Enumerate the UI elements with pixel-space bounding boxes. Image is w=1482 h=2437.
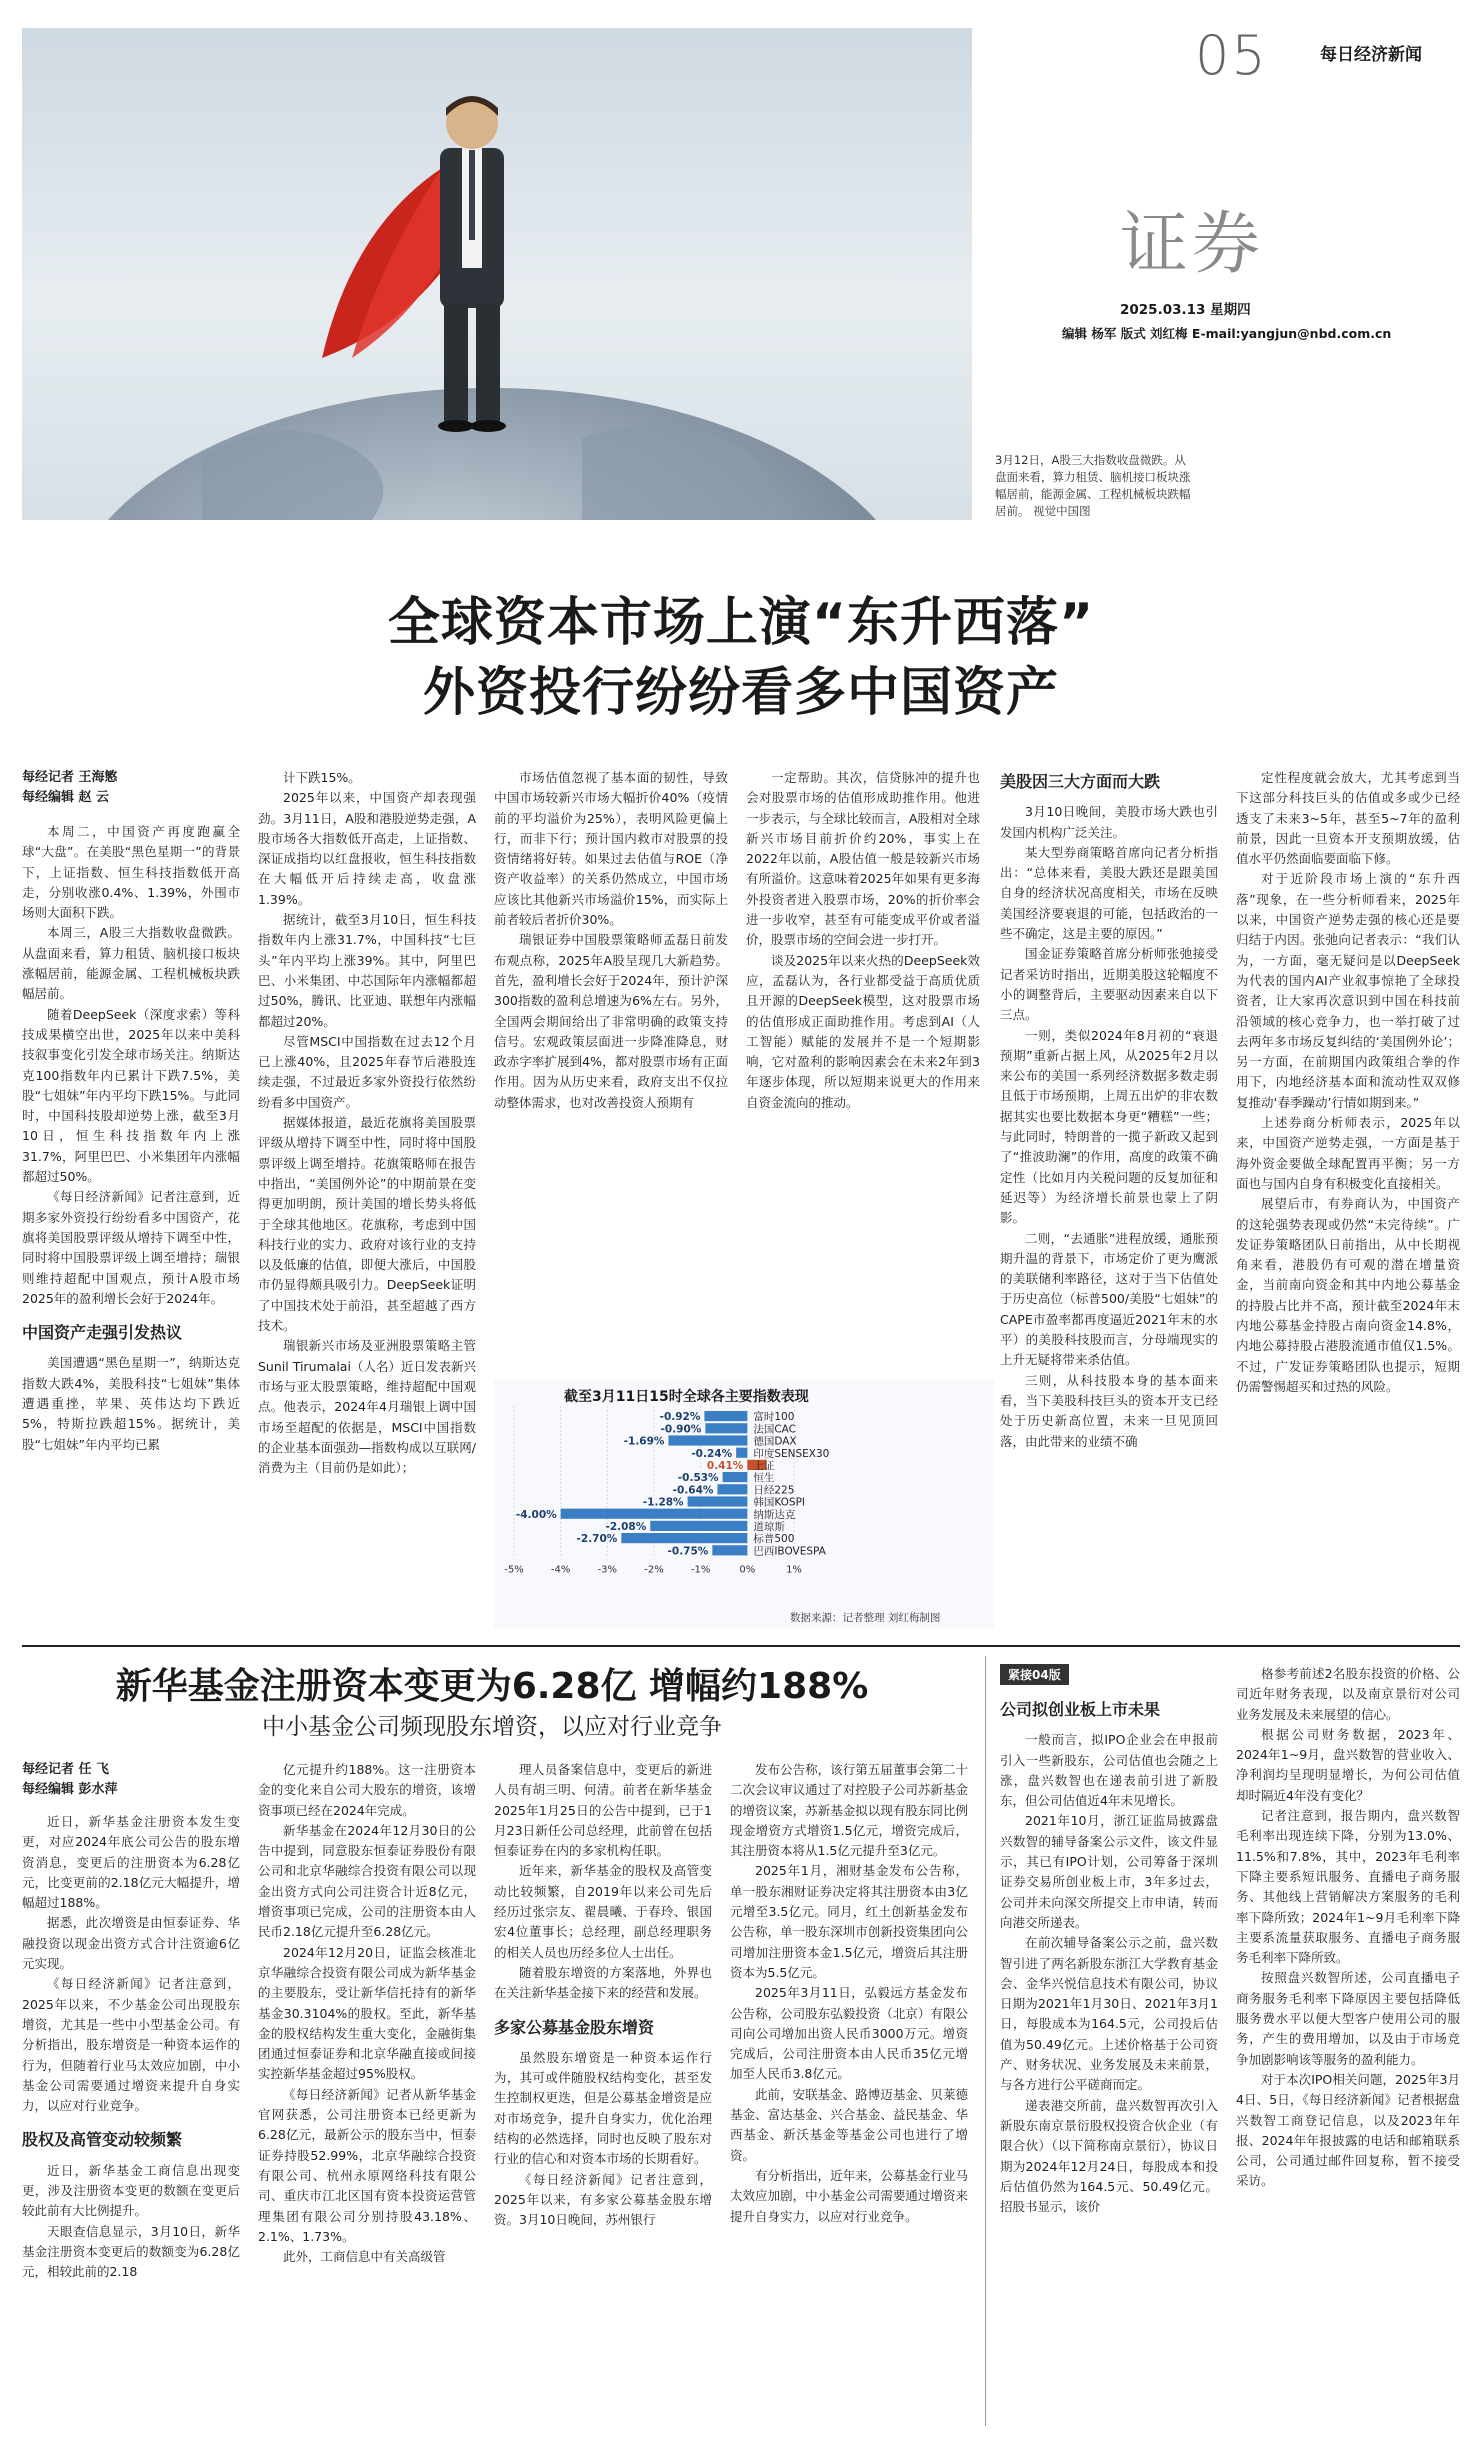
main-col4-paragraphs [746,768,980,1113]
chart-bar [688,1496,748,1506]
chart-bar [717,1484,747,1494]
index-performance-chart [494,1380,994,1628]
paragraph: 三则，从科技股本身的基本面来看，当下美股科技巨头的资本开支已经处于历史新高位置，未来一旦见顶回落，由此带来的业绩不确 [1000,1372,1218,1449]
main-column-4 [746,768,980,1368]
main-col3-paragraphs [494,768,728,1113]
chart-category-label: 法国CAC [753,1423,797,1436]
paragraph: 《每日经济新闻》记者从新华基金官网获悉，公司注册资本已经更新为6.28亿元，最新公示的股东当中，恒泰证券持股52.99%，北京华融综合投资有限公司、杭州永原网络科技有限公司、重庆市江北区国有资本投资运营管理集团有限公司分别持股43.18%、2.1%、1.73%。 [258,2086,476,2244]
main-column-6 [1236,768,1460,1638]
paragraph: 对于本次IPO相关问题，2025年3月4日、5日，《每日经济新闻》记者根据盘兴数智工商登记信息，以及2023年年报、2024年年报披露的电话和邮箱联系公司，公司通过邮件回复称，暂不接受采访。 [1236,2071,1460,2189]
paragraph: 据悉，此次增资是由恒泰证券、华融投资以现金出资方式合计注资逾6亿元实现。 [22,1915,240,1972]
chart-category-label: 纳斯达克 [753,1508,796,1521]
paragraph: 记者注意到，报告期内，盘兴数智毛利率出现连续下降，分别为13.0%、11.5%和7.8%，其中，2023年毛利率下降主要系短讯服务、直播电子商务服务、其他线上营销解决方案服务的毛利率下降所致；2024年1~9月毛利率下降主要系流量获取服务、直播电子商务服务毛利率下降所致。 [1236,1808,1460,1966]
paragraph: 有分析指出，近年来，公募基金行业马太效应加剧，中小基金公司需要通过增资来提升自身实力，以应对行业竞争。 [730,2167,968,2224]
bottom-column-4 [730,1760,968,2430]
main-col1-paragraphs [22,822,240,1309]
subhead-fund-capital: 多家公募基金股东增资 [494,2017,655,2037]
paragraph: 递表港交所前，盘兴数智再次引入新股东南京景衍股权投资合伙企业（有限合伙）（以下简称南京景衍），协议日期为2024年12月24日，每股成本和投后估值仍然为164.5元、50.49亿元。招股书显示，该价 [1000,2097,1218,2215]
chart-title: 截至3月11日15时全球各主要指数表现 [564,1389,809,1405]
chart-x-tick: -2% [644,1564,664,1576]
paper-name: 每日经济新闻 [1320,45,1422,65]
bottom-col1-after [22,2161,240,2283]
chart-category-label: 富时100 [753,1411,795,1424]
paragraph: 对于近阶段市场上演的“东升西落”现象，在一些分析师看来，2025年以来，中国资产逆势走强的核心还是要归结于内因。张弛向记者表示：“我们认为，一方面，毫无疑问是以DeepSeek为代表的国内AI产业叙事惊艳了全球投资者，让大家再次意识到中国在科技前沿领域的核心竞争力，也一举打破了过去两年多市场反复纠结的‘美国例外论’；另一方面，在前期国内政策组合拳的作用下，内地经济基本面和流动性双双修复推动‘春季躁动’行情如期到来。” [1236,871,1460,1110]
column-divider [985,1656,986,2426]
bottom-headline: 新华基金注册资本变更为6.28亿 增幅约188% [115,1666,869,1707]
chart-value-label: 0.41% [706,1460,744,1472]
chart-x-tick: 0% [739,1564,756,1576]
chart-x-tick: -5% [504,1564,524,1576]
paragraph: 天眼查信息显示，3月10日，新华基金注册资本变更后的数额变为6.28亿元，相较此前的2.18 [22,2223,240,2280]
chart-value-label: -0.92% [659,1411,701,1424]
chart-bar [704,1411,747,1421]
paragraph: 一般而言，拟IPO企业会在申报前引入一些新股东，公司估值也会随之上涨，盘兴数智也在递表前引进了新股东，但公司估值近4年未见增长。 [1000,1732,1218,1809]
main-col2-paragraphs [258,768,476,1478]
bottom-byline-reporter: 每经记者 任 飞 [22,1762,110,1777]
side-headline: 公司拟创业板上市未果 [1000,1700,1161,1719]
paragraph: 此外，工商信息中有关高级管 [283,2249,446,2265]
main-column-3 [494,768,728,1368]
paragraph: 一定帮助。其次，信贷脉冲的提升也会对股票市场的估值形成助推作用。他进一步表示，与全球比较而言，A股相对全球新兴市场目前折价约20%，事实上在2022年以前，A股估值一般是较新兴市场有所溢价。这意味着2025年如果有更多海外投资者进入股票市场，20%的折价率会进一步收窄，甚至有可能变成平价或者溢价，股票市场的空间会进一步打开。 [746,770,980,948]
photo-caption: 3月12日，A股三大指数收盘微跌。从盘面来看，算力租赁、脑机接口板块涨幅居前，能源金属、工程机械板块跌幅居前。 视觉中国图 [995,453,1191,518]
bottom-byline-editor: 每经编辑 彭水萍 [22,1782,118,1797]
paragraph: 国金证券策略首席分析师张弛接受记者采访时指出，近期美股这轮幅度不小的调整背后，主要驱动因素来自以下三点。 [1000,946,1218,1023]
bottom-column-3 [494,1760,712,2430]
chart-value-label: -1.69% [623,1435,665,1448]
chart-bar [723,1472,748,1482]
chart-category-label: 恒生 [753,1472,775,1485]
side-column-2 [1236,1664,1460,2430]
paragraph: 2024年12月20日，证监会核准北京华融综合投资有限公司成为新华基金的主要股东，受让新华信托持有的新华基金30.3104%的股权。至此，新华基金的股权结构发生重大变化，金融街集团通过恒泰证券和北京华融直接或间接实控新华基金超过95%股权。 [258,1944,476,2082]
chart-bar [712,1545,747,1555]
main-col5-paragraphs [1000,802,1218,1452]
paragraph: 理人员备案信息中，变更后的新进人员有胡三明、何清。前者在新华基金2025年1月25日的公告中提到，已于1月23日新任公司总经理，此前曾在包括恒泰证券在内的多家机构任职。 [494,1762,712,1859]
side-col1-paragraphs [1000,1730,1218,2217]
side-column-1 [1000,1700,1218,2430]
paragraph: 新华基金在2024年12月30日的公告中提到，同意股东恒泰证券股份有限公司和北京华融综合投资有限公司以现金出资方式向公司注资合计近8亿元，增资事项已完成，公司的注册资本由人民币2.18亿元提升至6.28亿元。 [258,1822,476,1940]
chart-bar [705,1423,747,1433]
chart-category-label: 德国DAX [753,1435,797,1448]
chart-category-label: 日经225 [753,1484,795,1497]
chart-value-label: -2.08% [605,1521,647,1533]
paragraph: 3月10日晚间，美股市场大跌也引发国内机构广泛关注。 [1000,804,1218,840]
bottom-subheadline: 中小基金公司频现股东增资，以应对行业竞争 [262,1714,722,1740]
paragraph: 本周三，A股三大指数收盘微跌。从盘面来看，算力租赁、脑机接口板块涨幅居前，能源金属、工程机械板块跌幅居前。 [22,925,240,1002]
subhead-equity-changes: 股权及高管变动较频繁 [22,2130,183,2150]
paragraph: 发布公告称，该行第五届董事会第二十二次会议审议通过了对控股子公司苏新基金的增资议案，苏新基金拟以现有股东同比例现金增资方式增资1.5亿元，增资完成后，其注册资本将从1.5亿元提升至3亿元。 [730,1762,968,1859]
chart-x-tick: -1% [690,1564,711,1576]
subhead-china-assets: 中国资产走强引发热议 [22,1323,183,1343]
chart-x-tick: -4% [550,1564,571,1576]
bottom-col1-paragraphs [22,1812,240,2116]
chart-bar [668,1435,747,1445]
main-column-1 [22,768,240,1638]
chart-value-label: -0.64% [672,1484,714,1497]
paragraph: 美国遭遇“黑色星期一”，纳斯达克指数大跌4%，美股科技“七姐妹”集体遭遇重挫，苹果、英伟达均下跌近5%，特斯拉跌超15%。据统计，美股“七姐妹”年内平均已累 [22,1355,240,1452]
paragraph: 按照盘兴数智所述，公司直播电子商务服务毛利率下降原因主要包括降低服务费水平以便大型客户使用公司的服务，产生的费用增加，以及由于市场竞争加剧影响该等服务的盈利能力。 [1236,1970,1460,2067]
paragraph: 某大型券商策略首席向记者分析指出：“总体来看，美股大跌还是跟美国自身的经济状况高度相关，市场在反映美国经济要衰退的可能，包括政治的一些不确定，这是主要的原因。” [1000,844,1218,942]
main-headline-line1: 全球资本市场上演“东升西落” [387,593,1095,653]
businessman-on-globe-illustration [22,28,972,520]
chart-category-label: 标普500 [753,1533,795,1546]
chart-value-label: -0.24% [691,1447,733,1460]
paragraph: 尽管MSCI中国指数在过去12个月已上涨40%，且2025年春节后港股连续走强，不过最近多家外资投行依然纷纷看多中国资产。 [258,1033,476,1110]
chart-category-label: 道琼斯 [753,1521,785,1533]
paragraph: 2025年3月11日，弘毅远方基金发布公告称，公司股东弘毅投资（北京）有限公司向公司增加出资人民币3000万元。增资完成后，公司注册资本由人民币35亿元增加至人民币3.8亿元。 [730,1985,968,2082]
bottom-col3-paragraphs [494,1760,712,2004]
chart-category-label: 巴西IBOVESPA [753,1545,826,1558]
chart-canvas [494,1380,994,1610]
paragraph: 近日，新华基金工商信息出现变更，涉及注册资本变更的数额在变更后较此前有大比例提升。 [22,2162,240,2219]
paragraph: 市场估值忽视了基本面的韧性，导致中国市场较新兴市场大幅折价40%（疫情前的平均溢价为25%），表明风险更偏上行，而非下行；预计国内救市对股票的投资情绪将好转。如果过去估值与ROE（净资产收益率）的关系仍然成立，中国市场应该比其他新兴市场溢价15%，而实际上前者较后者折价30%。 [494,770,728,928]
paragraph: 在前次辅导备案公示之前，盘兴数智引进了两名新股东浙江大学教育基金会、金华兴悦信息技术有限公司，协议日期为2021年1月30日、2021年3月1日，每股成本为164.5元，公司投后估值为50.49亿元。上述价格基于公司资产、财务状况、业务发展及未来前景，与各方进行公平磋商而定。 [1000,1935,1218,2093]
chart-value-label: -0.53% [677,1472,719,1485]
main-column-5 [1000,768,1218,1638]
byline-reporter: 每经记者 王海慜 [22,770,118,785]
paragraph: 2025年以来，中国资产却表现强劲。3月11日，A股和港股逆势走强，A股市场各大指数低开高走，上证指数、深证成指均以红盘报收，恒生科技指数在大幅低开后持续走高，收盘涨1.39%。 [258,790,476,907]
paragraph: 亿元提升约188%。这一注册资本金的变化来自公司大股东的增资，该增资事项已经在2024年完成。 [258,1762,476,1818]
chart-value-label: -0.75% [667,1545,709,1558]
paragraph: 《每日经济新闻》记者注意到，近期多家外资投行纷纷看多中国资产，花旗将美国股票评级从增持下调至中性，同时将中国股票评级上调至增持；瑞银则维持超配中国观点，预计A股市场2025年的盈利增长会好于2024年。 [22,1189,240,1306]
chart-value-label: -4.00% [515,1508,557,1521]
paragraph: 《每日经济新闻》记者注意到，2025年以来，有多家公募基金股东增资。3月10日晚间，苏州银行 [494,2171,712,2228]
paragraph: 近年来，新华基金的股权及高管变动比较频繁，自2019年以来公司先后经历过张宗友、翟晨曦、于春玲、银国宏4位董事长；总经理，副总经理职务的相关人员也历经多位人士出任。 [494,1863,712,1960]
paragraph: 近日，新华基金注册资本发生变更，对应2024年底公司公告的股东增资消息，变更后的注册资本为6.28亿元，比变更前的2.18亿元大幅提升，增幅超过188%。 [22,1814,240,1911]
chart-x-tick: -3% [597,1564,618,1576]
paragraph: 计下跌15%。 [283,770,361,785]
main-col1-after [22,1353,240,1454]
editor-line: 编辑 杨军 版式 刘红梅 E-mail:yangjun@nbd.com.cn [1062,326,1392,341]
chart-value-label: -2.70% [576,1533,618,1546]
bottom-column-2 [258,1760,476,2430]
chart-value-label: -1.28% [642,1496,684,1509]
paragraph: 据媒体报道，最近花旗将美国股票评级从增持下调至中性，同时将中国股票评级上调至增持。花旗策略师在报告中指出，“美国例外论”的中期前景在变得更加明朗，预计美国的增长势头将低于全球其他地区。花旗称，考虑到中国科技行业的实力、政府对该行业的支持以及低廉的估值，即便大涨后，中国股市仍显得颇具吸引力。DeepSeek证明了中国技术处于前沿，甚至超越了西方技术。 [258,1115,476,1334]
chart-value-label: -0.90% [660,1423,702,1436]
subhead-us-stocks: 美股因三大方面而大跌 [1000,772,1161,791]
main-column-2 [258,768,476,1638]
paragraph: 随着股东增资的方案落地，外界也在关注新华基金接下来的经营和发展。 [494,1964,712,2001]
section-title: 证券 [1120,205,1265,284]
paragraph: 格参考前述2名股东投资的价格、公司近年财务表现，以及南京景衍对公司业务发展及未来展望的信心。 [1236,1666,1460,1722]
paragraph: 本周二，中国资产再度跑赢全球“大盘”。在美股“黑色星期一”的背景下，上证指数、恒生科技指数低开高走，分别收涨0.4%、1.39%，外围市场则大面积下跌。 [22,824,240,921]
page-number: 05 [1195,24,1268,87]
paragraph: 上述券商分析师表示，2025年以来，中国资产逆势走强，一方面是基于海外资金要做全球配置再平衡；另一方面也与国内自身有积极变化直接相关。 [1236,1115,1460,1191]
chart-bar [736,1448,747,1458]
bottom-column-1 [22,1760,240,2430]
chart-category-label: 韩国KOSPI [753,1496,806,1509]
chart-bar [621,1533,747,1543]
side-col2-paragraphs [1236,1664,1460,2192]
paragraph: 《每日经济新闻》记者注意到，2025年以来，不少基金公司出现股东增资，尤其是一些中小型基金公司。有分析指出，股东增资是一种资本运作的行为，但随着行业马太效应加剧，中小基金公司需要通过增资来提升自身实力，以应对行业竞争。 [22,1976,240,2114]
chart-category-label: 上证 [753,1460,775,1472]
paragraph: 此前，安联基金、路博迈基金、贝莱德基金、富达基金、兴合基金、益民基金、华西基金、新沃基金等基金公司也进行了增资。 [730,2086,968,2163]
main-col6-paragraphs [1236,768,1460,1397]
bottom-col4-paragraphs [730,1760,968,2227]
chart-bar [561,1509,748,1519]
paragraph: 虽然股东增资是一种资本运作行为，其可或伴随股权结构变化，甚至发生控制权更迭，但是公募基金增资是应对市场竞争，提升自身实力，优化治理结构的必然选择，同时也反映了股东对行业的信心和对资本市场的长期看好。 [494,2049,712,2167]
paragraph: 2021年10月，浙江证监局披露盘兴数智的辅导备案公示文件，该文件显示，其已有IPO计划，公司筹备于深圳证券交易所创业板上市，3年多过去，公司并未向深交所提交上市申请，转而向港交所递表。 [1000,1813,1218,1930]
main-headline-line2: 外资投行纷纷看多中国资产 [422,663,1059,723]
paragraph: 据统计，截至3月10日，恒生科技指数年内上涨31.7%，中国科技“七巨头”年内平均上涨39%。其中，阿里巴巴、小米集团、中芯国际年内涨幅都超过50%，腾讯、比亚迪、联想年内涨幅都超过20%。 [258,912,476,1029]
paragraph: 定性程度就会放大，尤其考虑到当下这部分科技巨头的估值或多或少已经透支了未来3~5年，甚至5~7年的盈利前景，因此一旦资本开支预期放缓，估值水平仍然面临要面临下修。 [1236,770,1460,867]
section-divider [22,1645,1460,1647]
paragraph: 根据公司财务数据，2023年、2024年1~9月，盘兴数智的营业收入、净利润均呈现明显增长，为何公司估值却时隔近4年没有变化？ [1236,1726,1460,1803]
paragraph: 随着DeepSeek（深度求索）等科技成果横空出世，2025年以来中美科技叙事变化引发全球市场关注。纳斯达克100指数年内已累计下跌7.5%，美股“七姐妹”年内平均下跌15%。与此同时，中国科技股却逆势上涨，截至3月10日，恒生科技指数年内上涨31.7%，阿里巴巴、小米集团年内涨幅都超过50%。 [22,1006,240,1185]
paragraph: 瑞银证券中国股票策略师孟磊日前发布观点称，2025年A股呈现几大新趋势。首先，盈利增长会好于2024年，预计沪深300指数的盈利总增速为6%左右。另外，全国两会期间给出了非常明确的政策支持信号。宏观政策层面进一步降准降息，财政赤字率扩展到4%，都对股票市场有正面作用。因为从历史来看，政府支出不仅拉动整体需求，也对改善投资人预期有 [494,932,728,1110]
bottom-col3-after [494,2048,712,2231]
paragraph: 谈及2025年以来火热的DeepSeek效应，孟磊认为，各行业都受益于高质优质且开源的DeepSeek模型，这对股票市场的估值形成正面助推作用。考虑到AI（人工智能）赋能的发展并不是一个短期影响，它对盈利的影响因素会在未来2年到3年逐步体现，所以短期来说更大的作用来自资金流向的推动。 [746,952,980,1110]
paragraph: 展望后市，有券商认为，中国资产的这轮强势表现或仍然“未完待续”。广发证券策略团队日前指出，从中长期视角来看，港股仍有可观的潜在增量资金，当前南向资金和其中内地公募基金的持股占比并不高，预计截至2024年末内地公募基金持股占南向资金14.8%，内地公募持股占港股流通市值仅1.5%。不过，广发证券策略团队也提示，短期仍需警惕超买和过热的风险。 [1236,1196,1460,1394]
chart-bar [650,1521,747,1531]
hero-photo [22,28,972,520]
paragraph: 二则，“去通胀”进程放缓，通胀预期升温的背景下，市场定价了更为鹰派的美联储利率路径，这对于当下估值处于历史高位（标普500/美股“七姐妹”的CAPE市盈率都再度逼近2021年末的水平）的美股科技股而言，分母端现实的上升无疑将带来杀估值。 [1000,1230,1218,1368]
byline-editor: 每经编辑 赵 云 [22,790,110,805]
paragraph: 2025年1月，湘财基金发布公告称，单一股东湘财证券决定将其注册资本由3亿元增至3.5亿元。同月，红土创新基金发布公告称，单一股东深圳市创新投资集团向公司增加注册资本金1.5亿元，增资后其注册资本为5.5亿元。 [730,1863,968,1980]
issue-date: 2025.03.13 星期四 [1120,302,1251,318]
chart-credit: 数据来源：记者整理 刘红梅制图 [790,1612,941,1624]
continued-badge: 紧接04版 [1000,1664,1069,1685]
chart-x-tick: 1% [786,1564,802,1576]
chart-category-label: 印度SENSEX30 [753,1447,830,1460]
bottom-col2-paragraphs [258,1760,476,2267]
paragraph: 瑞银新兴市场及亚洲股票策略主管Sunil Tirumalai（人名）近日发表新兴市场与亚太股票策略，维持超配中国观点。他表示，2024年4月瑞银上调中国市场至超配的依据是，MSCI中国指数的企业基本面强劲—指数构成以互联网/消费为主（目前仍是如此）； [258,1338,476,1476]
paragraph: 一则，类似2024年8月初的“衰退预期”重新占据上风，从2025年2月以来公布的美国一系列经济数据多数走弱且低于市场预期，上周五出炉的非农数据其实也要比数据本身更“糟糕”一些；与此同时，特朗普的一揽子新政又起到了“推波助澜”的作用，高度的政策不确定性（比如月内关税问题的反复加征和延迟等）为经济增长前景也蒙上了阴影。 [1000,1027,1218,1226]
